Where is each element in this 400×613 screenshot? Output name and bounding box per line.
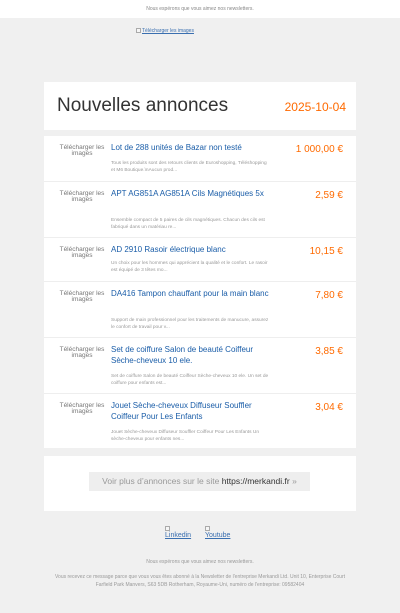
item-description: Jouet Sèche-cheveux Diffuseur Souffler Coiffeur Pour Les Enfants Un sèche-cheveux pour enfants nes... — [111, 430, 259, 442]
title-card — [44, 82, 356, 130]
more-listings-card — [44, 456, 356, 511]
list-item[interactable] — [44, 337, 356, 393]
linkedin-label: Linkedin — [165, 532, 192, 539]
footer-note: Nous espérons que vous aimez nos newsletters. — [146, 559, 254, 565]
item-title-link[interactable]: AD 2910 Rasoir électrique blanc — [111, 245, 226, 254]
item-title-link[interactable]: Lot de 288 unités de Bazar non testé — [111, 143, 242, 152]
item-description: Un choix pour les hommes qui apprécient la qualité et le confort. Le rasoir est équipé de 3 têtes mo... — [111, 261, 268, 273]
youtube-icon — [205, 526, 210, 531]
footer-legal: Vous recevez ce message parce que vous vous êtes abonné à la Newsletter de l'entreprise Merkandi Ltd. Unit 10, Enterprise Court Farfield Park Manvers, S63 5DB Rotherham, Royaume-Uni, numéro de l'entreprise: 09582404 — [55, 574, 345, 588]
newsletter-note: Nous espérons que vous aimez nos newsletters. — [146, 6, 254, 12]
item-title-link[interactable]: Set de coiffure Salon de beauté Coiffeur Sèche-cheveux 10 ele. — [111, 345, 254, 365]
more-listings-button[interactable] — [89, 472, 310, 491]
item-title-link[interactable]: DA416 Tampon chauffant pour la main blanc — [111, 289, 269, 298]
item-description: Tous les produits sont des retours clients de Euroshopping, Téléshopping et M6 Boutique.\nAucun prod... — [111, 161, 267, 173]
top-bar — [0, 0, 400, 18]
item-description: Ensemble compact de 5 paires de cils magnétiques. Chacun des cils est fabriqué dans un matériau re... — [111, 218, 265, 230]
listing-list — [44, 136, 356, 448]
more-prefix: Voir plus d’annonces sur le site — [102, 476, 220, 486]
list-item[interactable] — [44, 393, 356, 449]
download-images-label: Télécharger les images — [142, 28, 194, 34]
item-image[interactable]: Télécharger les images — [59, 402, 105, 415]
item-price: 1 000,00 € — [295, 144, 343, 155]
item-description: Support de main professionnel pour les traitements de manucure, assurez le confort de travail pour v... — [111, 318, 269, 330]
item-image[interactable]: Télécharger les images — [59, 190, 105, 203]
list-item[interactable] — [44, 281, 356, 337]
broken-image-icon — [136, 28, 141, 33]
item-title-link[interactable]: APT AG851A AG851A Cils Magnétiques 5x — [111, 189, 264, 198]
site-link[interactable]: https://merkandi.fr — [221, 476, 290, 486]
newsletter-date: 2025-10-04 — [284, 100, 346, 114]
item-title-link[interactable]: Jouet Sèche-cheveux Diffuseur Souffler Coiffeur Pour Les Enfants — [111, 401, 252, 421]
youtube-label: Youtube — [205, 532, 231, 539]
item-image[interactable]: Télécharger les images — [59, 290, 105, 303]
youtube-link[interactable] — [205, 526, 230, 539]
item-price: 3,04 € — [315, 402, 343, 413]
item-price: 3,85 € — [315, 346, 343, 357]
item-image[interactable]: Télécharger les images — [59, 144, 105, 157]
item-image[interactable]: Télécharger les images — [59, 346, 105, 359]
list-item[interactable] — [44, 181, 356, 237]
item-description: Set de coiffure Salon de beauté Coiffeur Sèche-cheveux 10 ele. Un set de coiffure pour enfants est... — [111, 374, 269, 386]
item-image[interactable]: Télécharger les images — [59, 246, 105, 259]
linkedin-icon — [165, 526, 170, 531]
item-price: 7,80 € — [315, 290, 343, 301]
download-images-link[interactable] — [136, 28, 194, 34]
page-title: Nouvelles annonces — [57, 95, 229, 116]
item-price: 10,15 € — [309, 246, 343, 257]
more-suffix: » — [292, 476, 297, 486]
linkedin-link[interactable] — [165, 526, 191, 539]
item-price: 2,59 € — [315, 190, 343, 201]
